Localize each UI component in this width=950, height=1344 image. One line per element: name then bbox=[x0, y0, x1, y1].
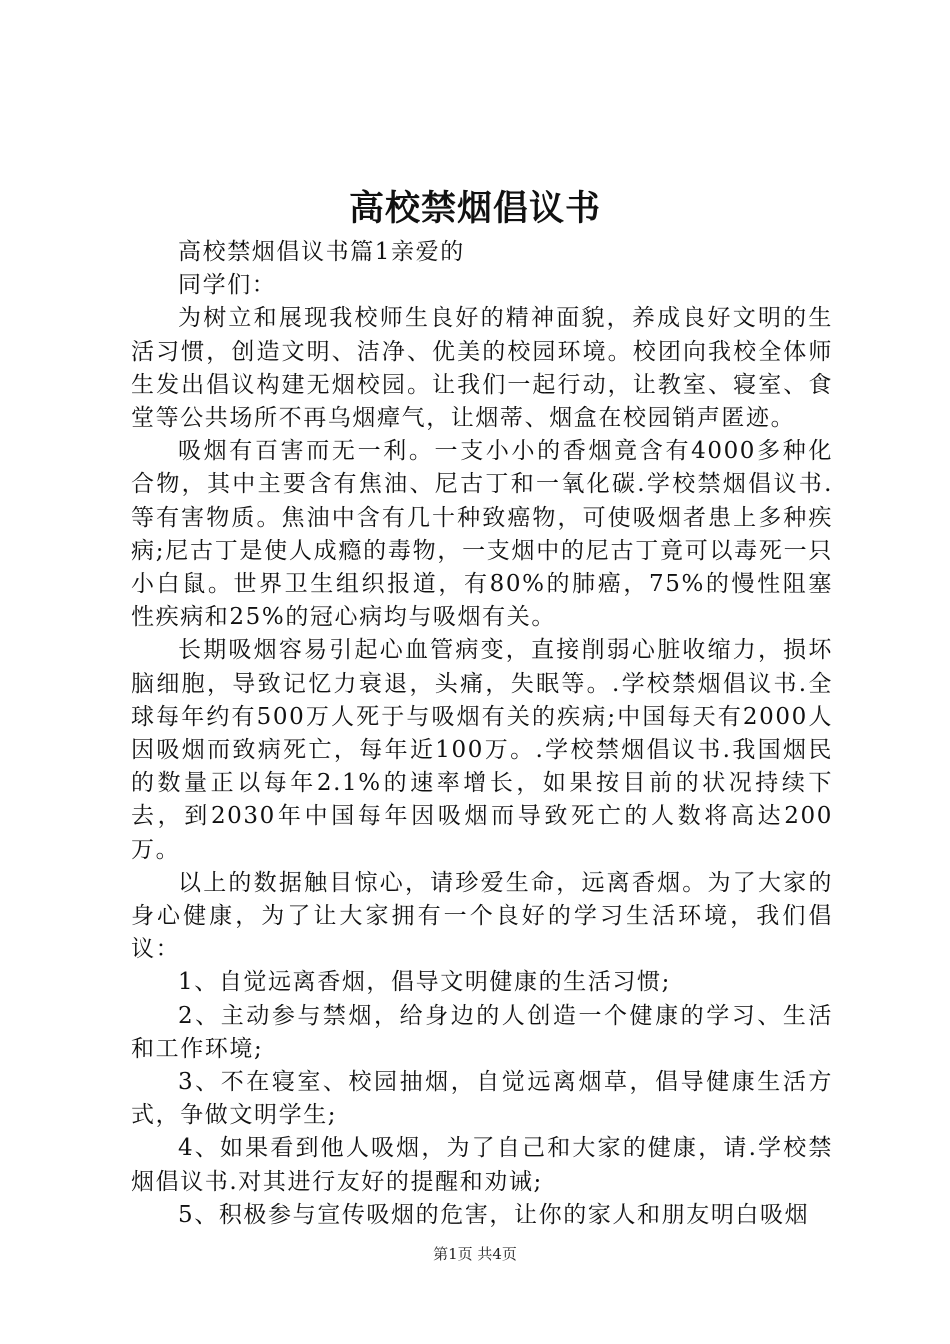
paragraph-statistics: 长期吸烟容易引起心血管病变，直接削弱心脏收缩力，损坏脑细胞，导致记忆力衰退，头痛，失眠等。.学校禁烟倡议书.全球每年约有500万人死于与吸烟有关的疾病;中国每天有2000人因吸烟而致病死亡，每年近100万。.学校禁烟倡议书.我国烟民的数量正以每年2.1%的速率增长，如果按目前的状况持续下去，到2030年中国每年因吸烟而导致死亡的人数将高达200万。 bbox=[131, 637, 833, 863]
paragraph-salutation: 同学们： bbox=[178, 272, 277, 299]
proposal-item-2: 2、主动参与禁烟，给身边的人创造一个健康的学习、生活和工作环境; bbox=[131, 1002, 833, 1062]
document-title: 高校禁烟倡议书 bbox=[348, 188, 601, 229]
proposal-item-5: 5、积极参与宣传吸烟的危害，让你的家人和朋友明白吸烟 bbox=[178, 1201, 810, 1228]
proposal-item-4: 4、如果看到他人吸烟，为了自己和大家的健康，请.学校禁烟倡议书.对其进行友好的提醒和劝诫; bbox=[131, 1135, 833, 1195]
proposal-item-1: 1、自觉远离香烟，倡导文明健康的生活习惯; bbox=[178, 969, 671, 996]
paragraph-intro: 高校禁烟倡议书篇1亲爱的 bbox=[178, 239, 465, 265]
proposal-item-3: 3、不在寝室、校园抽烟，自觉远离烟草，倡导健康生活方式，争做文明学生; bbox=[131, 1069, 833, 1129]
page-number-footer: 第1页 共4页 bbox=[433, 1245, 517, 1263]
paragraph-appeal: 以上的数据触目惊心，请珍爱生命，远离香烟。为了大家的身心健康，为了让大家拥有一个良好的学习生活环境，我们倡议： bbox=[131, 869, 833, 963]
document-body bbox=[131, 236, 833, 1232]
paragraph-purpose: 为树立和展现我校师生良好的精神面貌，养成良好文明的生活习惯，创造文明、洁净、优美的校园环境。校团向我校全体师生发出倡议构建无烟校园。让我们一起行动，让教室、寝室、食堂等公共场所不再乌烟瘴气，让烟蒂、烟盒在校园销声匿迹。 bbox=[131, 305, 833, 432]
paragraph-harms: 吸烟有百害而无一利。一支小小的香烟竟含有4000多种化合物，其中主要含有焦油、尼古丁和一氧化碳.学校禁烟倡议书.等有害物质。焦油中含有几十种致癌物，可使吸烟者患上多种疾病;尼古丁是使人成瘾的毒物，一支烟中的尼古丁竟可以毒死一只小白鼠。世界卫生组织报道，有80%的肺癌，75%的慢性阻塞性疾病和25%的冠心病均与吸烟有关。 bbox=[131, 438, 833, 631]
